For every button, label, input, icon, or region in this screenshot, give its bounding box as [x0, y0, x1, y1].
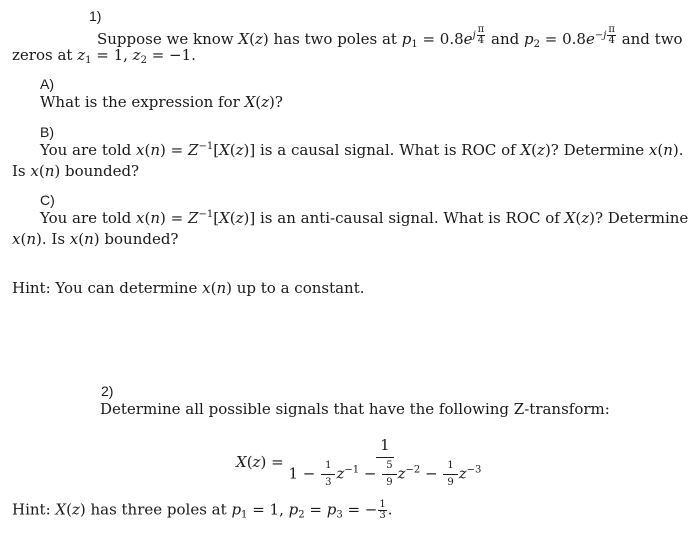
- part-b-label: B): [40, 124, 54, 140]
- problem-1-hint: Hint: You can determine x(n) up to a constant.: [12, 279, 365, 297]
- part-b-text-line-2: Is x(n) bounded?: [12, 162, 140, 180]
- part-a-label: A): [40, 76, 54, 92]
- problem-1-intro-line-1: Suppose we know X(z) has two poles at $p_1 = 0.8e^{j \frac{\pi}{4}}$ and $p_2 = 0.8e^{-j \frac{\pi}{4}}$ and two: [97, 24, 683, 50]
- part-b-text-line-1: You are told $x(n) = Z^{-1}[X(z)]$ is a causal signal. What is ROC of X(z)? Determine x(n).: [40, 141, 684, 159]
- part-c-text-line-2: x(n). Is x(n) bounded?: [12, 230, 179, 248]
- problem-1-intro-line-2: zeros at $z_1 = 1$, $z_2 = -1$.: [12, 46, 196, 66]
- problem-2-number: 2): [101, 383, 114, 399]
- part-c-label: C): [40, 192, 55, 208]
- part-a-text: What is the expression for X(z)?: [40, 93, 283, 111]
- problem-1-number: 1): [89, 8, 102, 24]
- part-c-text-line-1: You are told $x(n) = Z^{-1}[X(z)]$ is an anti-causal signal. What is ROC of X(z)? Determine: [40, 209, 689, 227]
- problem-2-hint: Hint: X(z) has three poles at $p_1 = 1$, $p_2 = p_3$ = − $\frac{1}{3}$ .: [12, 499, 393, 521]
- z-transform-equation: X(z) = 1 1 − $\frac{1}{3}$ $z^{-1}$ − $\frac{5}{9}$ $z^{-2}$ − $\frac{1}{9}$ $z^{-3}$: [236, 436, 482, 488]
- problem-2-prompt: Determine all possible signals that have the following Z-transform:: [100, 400, 610, 418]
